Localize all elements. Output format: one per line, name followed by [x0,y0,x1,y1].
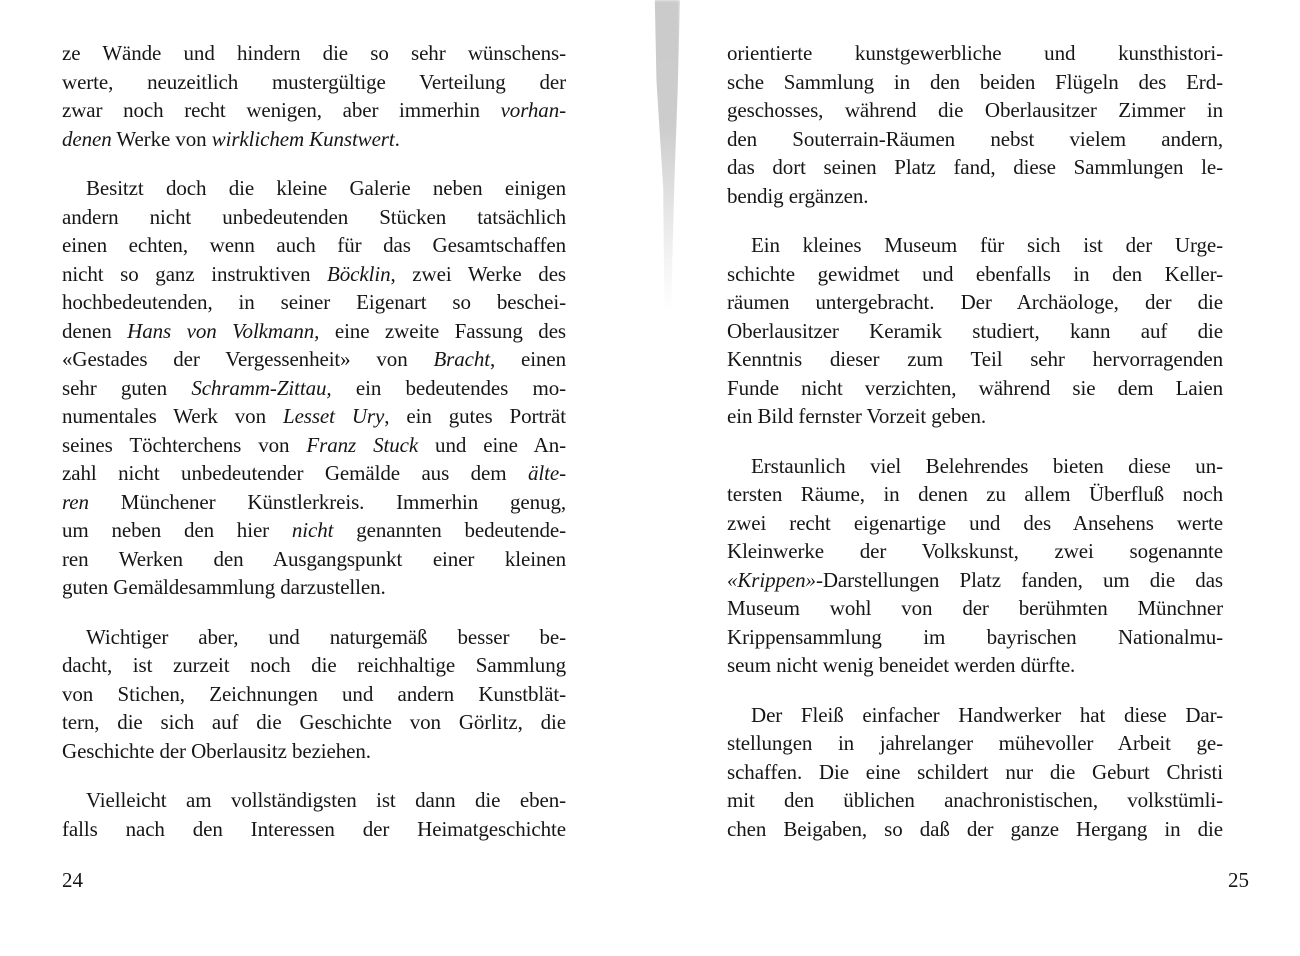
text-line: zwar noch recht wenigen, aber immerhin vorhan- [62,98,566,122]
text-line: schaffen. Die eine schildert nur die Geburt Christi [727,759,1223,784]
text-line: falls nach den Interessen der Heimatgeschichte [62,816,566,841]
text-line: ren Werken den Ausgangspunkt einer kleinen [62,546,566,571]
text-line: dacht, ist zurzeit noch die reichhaltige Sammlung [62,653,566,677]
paragraph [727,452,1223,680]
right-page [727,0,1249,956]
paragraph [62,174,566,602]
text-line: Besitzt doch die kleine Galerie neben einigen [86,176,566,200]
text-line: denen Hans von Volkmann, eine zweite Fassung des [62,318,566,343]
text-line: Der Fleiß einfacher Handwerker hat diese Dar- [751,702,1223,727]
right-page-text [727,39,1223,843]
text-line: hochbedeutenden, in seiner Eigenart so beschei- [62,290,566,314]
text-line: Krippensammlung im bayrischen Nationalmu- [727,624,1223,649]
left-page-number: 24 [62,868,83,892]
paragraph [62,39,566,153]
text-line: Ein kleines Museum für sich ist der Urge- [751,233,1223,257]
text-line: tern, die sich auf die Geschichte von Görlitz, die [62,710,566,734]
text-line: einen echten, wenn auch für das Gesamtschaffen [62,233,566,257]
text-line: ein Bild fernster Vorzeit geben. [727,404,987,428]
text-line: ze Wände und hindern die so sehr wünschens- [62,41,566,65]
text-line: das dort seinen Platz fand, diese Sammlungen le- [727,155,1223,179]
text-line: Geschichte der Oberlausitz beziehen. [62,738,371,763]
paragraph [727,231,1223,431]
text-line: von Stichen, Zeichnungen und andern Kunstblät- [62,681,566,706]
text-line: guten Gemäldesammlung darzustellen. [62,575,386,599]
right-page-number: 25 [1228,868,1249,892]
text-line: «Krippen»-Darstellungen Platz fanden, um die das [727,567,1223,592]
text-line: andern nicht unbedeutenden Stücken tatsächlich [62,204,566,229]
text-line: schichte gewidmet und ebenfalls in den Keller- [727,261,1223,286]
text-line: geschosses, während die Oberlausitzer Zimmer in [727,98,1223,122]
text-line: mit den üblichen anachronistischen, volkstümli- [727,788,1223,812]
text-line: seum nicht wenig beneidet werden dürfte. [727,653,1076,677]
text-line: Museum wohl von der berühmten Münchner [727,596,1223,620]
text-line: stellungen in jahrelanger mühevoller Arbeit ge- [727,731,1223,755]
paragraph [62,623,566,766]
text-line: tersten Räume, in denen zu allem Überfluß noch [727,482,1223,506]
text-line: zahl nicht unbedeutender Gemälde aus dem älte- [62,461,566,485]
text-line: seines Töchterchens von Franz Stuck und eine An- [62,432,566,457]
text-line: orientierte kunstgewerbliche und kunsthistori- [727,41,1223,65]
text-line: nicht so ganz instruktiven Böcklin, zwei Werke des [62,261,566,286]
text-line: um neben den hier nicht genannten bedeutende- [62,518,566,542]
text-line: räumen untergebracht. Der Archäologe, der die [727,290,1223,314]
text-line: den Souterrain-Räumen nebst vielem andern, [727,126,1223,151]
text-line: Kenntnis dieser zum Teil sehr hervorragenden [727,347,1223,371]
text-line: Funde nicht verzichten, während sie dem Laien [727,375,1223,400]
text-line: Erstaunlich viel Belehrendes bieten diese un- [751,453,1223,478]
text-line: werte, neuzeitlich mustergültige Verteilung der [62,69,566,94]
paragraph [727,39,1223,210]
text-line: Oberlausitzer Keramik studiert, kann auf die [727,318,1223,343]
scan-gutter-shadow [652,0,680,312]
text-line: zwei recht eigenartige und des Ansehens werte [727,510,1223,535]
text-line: Vielleicht am vollständigsten ist dann die eben- [86,788,566,812]
left-page-text [62,39,566,843]
paragraph [62,786,566,843]
text-line: sehr guten Schramm-Zittau, ein bedeutendes mo- [62,375,566,400]
left-page [62,0,566,956]
text-line: Kleinwerke der Volkskunst, zwei sogenannte [727,539,1223,563]
text-line: Wichtiger aber, und naturgemäß besser be- [86,624,566,649]
text-line: chen Beigaben, so daß der ganze Hergang in die [727,816,1223,841]
text-line: sche Sammlung in den beiden Flügeln des Erd- [727,69,1223,94]
text-line: «Gestades der Vergessenheit» von Bracht, einen [62,347,566,371]
paragraph [727,701,1223,844]
text-line: ren Münchener Künstlerkreis. Immerhin genug, [62,489,566,514]
text-line: denen Werke von wirklichem Kunstwert. [62,126,400,151]
text-line: numentales Werk von Lesset Ury, ein gutes Porträt [62,404,566,428]
text-line: bendig ergänzen. [727,183,869,208]
